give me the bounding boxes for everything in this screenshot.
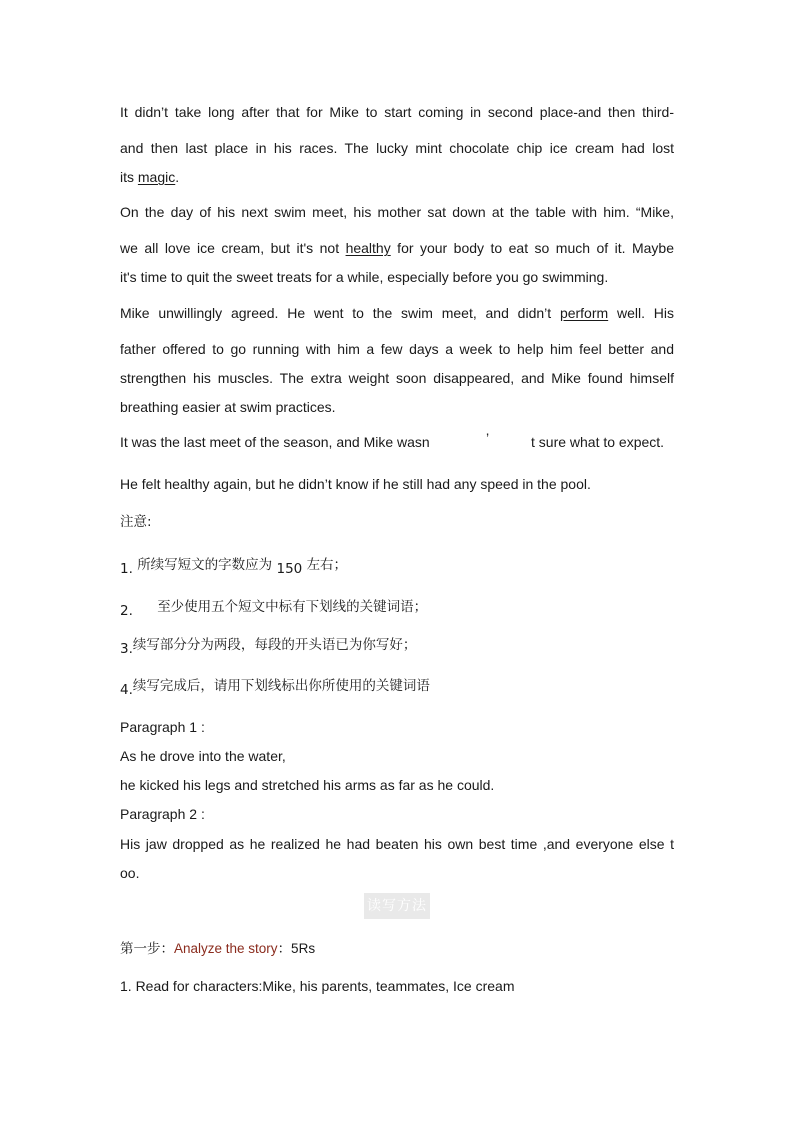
continuation-line: His jaw dropped as he realized he had beaten his own best time ,and everyone else t <box>120 836 674 852</box>
continuation-line: As he drove into the water, <box>120 748 286 764</box>
story-line <box>120 304 674 322</box>
note-item <box>120 677 674 698</box>
text-segment: Mike unwillingly agreed. He went to the swim meet, and didn’t <box>120 305 560 321</box>
text-segment: we all love ice cream, but it's not <box>120 240 346 256</box>
story-line <box>120 430 674 451</box>
note-text: 续写部分分为两段，每段的开头语已为你写好； <box>132 637 417 653</box>
note-text: 至少使用五个短文中标有下划线的关键词语； <box>157 599 428 615</box>
story-line <box>120 239 674 257</box>
text-segment: well. His <box>608 305 674 321</box>
text-segment: It was the last meet of the season, and Mike wasn <box>120 434 430 450</box>
note-text: 所续写短文的字数应为 <box>137 557 273 573</box>
continuation-line: he kicked his legs and stretched his arms as far as he could. <box>120 777 495 793</box>
text-segment: . <box>175 169 180 185</box>
note-text: 150 <box>276 561 303 577</box>
keyword-underlined: perform <box>559 305 609 321</box>
story-line: breathing easier at swim practices. <box>120 399 336 415</box>
story-line: and then last place in his races. The lucky mint chocolate chip ice cream had lost <box>120 140 674 156</box>
story-line <box>120 168 674 186</box>
note-text: 左右； <box>306 557 348 573</box>
keyword-underlined: magic <box>137 169 176 185</box>
apostrophe-mark: ’ <box>486 430 490 446</box>
story-line: it's time to quit the sweet treats for a while, especially before you go swimming. <box>120 269 609 285</box>
note-number: 4. <box>120 682 133 698</box>
note-number: 1. <box>120 561 133 577</box>
step-suffix: ：5Rs <box>277 941 316 956</box>
continuation-line: oo. <box>120 865 140 881</box>
story-line: He felt healthy again, but he didn’t know if he still had any speed in the pool. <box>120 476 591 492</box>
note-text: 续写完成后，请用下划线标出你所使用的关键词语 <box>132 678 430 694</box>
text-segment: its <box>120 169 138 185</box>
story-line: strengthen his muscles. The extra weight soon disappeared, and Mike found himself <box>120 370 674 386</box>
story-line: On the day of his next swim meet, his mother sat down at the table with him. “Mike, <box>120 204 674 220</box>
note-item <box>120 598 674 619</box>
note-number: 3. <box>120 641 133 657</box>
story-line: It didn’t take long after that for Mike to start coming in second place-and then third- <box>120 104 674 120</box>
step-heading <box>120 939 674 958</box>
step-title: Analyze the story <box>174 941 278 956</box>
story-line: father offered to go running with him a few days a week to help him feel better and <box>120 341 674 357</box>
text-segment: for your body to eat so much of it. Maybe <box>390 240 675 256</box>
notes-heading: 注意: <box>120 514 152 530</box>
note-item <box>120 556 674 577</box>
list-item: 1. Read for characters:Mike, his parents, teammates, Ice cream <box>120 978 515 994</box>
text-segment: t sure what to expect. <box>531 434 665 450</box>
note-number: 2. <box>120 603 133 619</box>
paragraph-label: Paragraph 2 : <box>120 806 205 822</box>
method-badge: 读写方法 <box>364 893 430 919</box>
keyword-underlined: healthy <box>345 240 391 256</box>
step-prefix: 第一步： <box>120 941 174 957</box>
paragraph-label: Paragraph 1 : <box>120 719 205 735</box>
note-item <box>120 636 674 657</box>
